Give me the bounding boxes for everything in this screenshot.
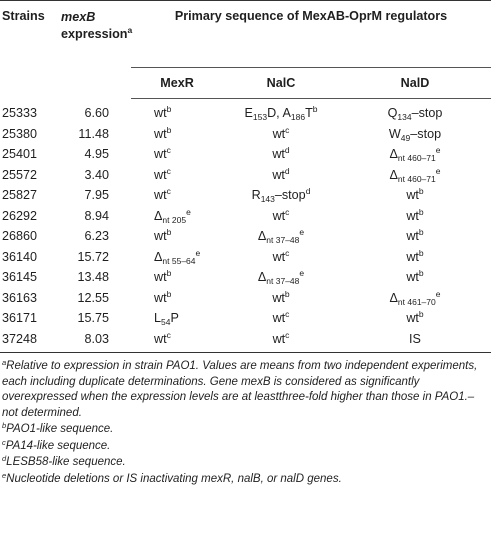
cell-mexr [131, 247, 223, 268]
cell-mexb-expression: 12.55 [77, 290, 109, 305]
cell-mexb-expression: 8.94 [84, 208, 109, 223]
table-row [0, 99, 491, 124]
cell-mexr [131, 226, 223, 247]
cell-text: wt [272, 249, 286, 264]
cell-text: P [170, 311, 179, 326]
cell-text: –stop [410, 126, 442, 141]
cell-text: wt [272, 331, 286, 346]
cell-nalc [223, 247, 339, 268]
cell-nalc [223, 267, 339, 288]
footnote-mark: b [166, 268, 172, 279]
footnote-mark: e [2, 470, 7, 480]
footnote-mark: c [285, 124, 290, 135]
table-row [0, 267, 491, 288]
cell-text: wt [406, 229, 419, 244]
footnote-mark: e [435, 288, 441, 299]
cell-text: Δ [154, 249, 163, 264]
cell-text: Δ [389, 290, 398, 305]
header-nalc: NalC [223, 68, 339, 99]
subscript: 143 [260, 194, 275, 205]
footnote-mark: a [2, 358, 7, 367]
header-expression: expression [61, 27, 128, 41]
cell-text: Δ [154, 208, 163, 223]
cell-text: Δ [257, 229, 267, 244]
footnote-mark: b [166, 227, 172, 238]
cell-mexr [131, 185, 223, 206]
header-expression-footnote-mark: a [127, 25, 133, 35]
cell-nald [339, 267, 491, 288]
cell-strain: 25827 [2, 188, 38, 203]
cell-nald [339, 165, 491, 186]
subscript: 153 [252, 112, 268, 123]
cell-text: W [388, 126, 401, 141]
cell-mexr [131, 288, 223, 309]
cell-strain: 36145 [2, 270, 38, 285]
footnote-mark: c [166, 145, 171, 156]
cell-mexr [131, 165, 223, 186]
footnote-mark: e [435, 145, 441, 156]
footnote [2, 455, 489, 471]
cell-nalc [223, 165, 339, 186]
table-row [0, 185, 491, 206]
cell-mexr [131, 99, 223, 124]
cell-text: D, A [267, 106, 291, 121]
cell-mexr [131, 124, 223, 145]
footnote [2, 439, 489, 455]
cell-text: IS [409, 331, 421, 346]
cell-mexb-expression: 7.95 [84, 188, 109, 203]
subscript: 54 [161, 317, 171, 328]
cell-strain: 25380 [2, 126, 38, 141]
cell-mexb-expression: 4.95 [84, 147, 109, 162]
cell-mexb-expression: 15.72 [77, 249, 109, 264]
cell-strain: 25333 [2, 106, 38, 120]
cell-nald [339, 247, 491, 268]
cell-nald [339, 308, 491, 329]
footnote-mark: c [166, 186, 171, 197]
cell-text: E [244, 106, 253, 121]
footnote [2, 472, 489, 488]
cell-nalc [223, 329, 339, 353]
footnote-mark: b [312, 104, 318, 115]
cell-mexr [131, 267, 223, 288]
cell-strain: 36140 [2, 249, 38, 264]
footnote-mark: b [418, 186, 424, 197]
footnote-mark: c [285, 247, 290, 258]
footnote-mark: b [418, 206, 424, 217]
footnote-mark: b [166, 288, 172, 299]
cell-text: wt [154, 147, 167, 162]
cell-nalc [223, 308, 339, 329]
cell-text: Δ [389, 167, 398, 182]
cell-nald [339, 206, 491, 227]
footnote [2, 422, 489, 438]
subscript: nt 460–71 [397, 153, 436, 164]
cell-mexr [131, 144, 223, 165]
table-row [0, 206, 491, 227]
cell-text: wt [406, 311, 419, 326]
footnote-mark: b [418, 309, 424, 320]
subscript: nt 37–48 [266, 276, 300, 287]
cell-strain: 25572 [2, 167, 38, 182]
cell-text: wt [406, 270, 419, 285]
cell-text: T [305, 106, 313, 121]
cell-nalc [223, 288, 339, 309]
footnote-mark: d [2, 454, 7, 463]
cell-nald [339, 288, 491, 309]
subscript: nt 37–48 [266, 235, 300, 246]
header-nald: NalD [339, 68, 491, 99]
cell-mexb-expression: 8.03 [61, 329, 131, 353]
footnote-mark: c [2, 437, 6, 447]
footnote-mark: b [284, 288, 290, 299]
cell-nald [339, 144, 491, 165]
cell-mexb-expression: 15.75 [77, 311, 109, 326]
cell-mexr [131, 329, 223, 353]
cell-text: wt [154, 290, 167, 305]
table-body [0, 99, 491, 353]
cell-mexb-expression: 3.40 [84, 167, 109, 182]
cell-text: wt [272, 126, 286, 141]
footnote-text: Relative to expression in strain PAO1. Values are means from two independent experiments, each including duplicate determinations. Gene mexB is considered as significantly overexpressed when the expression levels are at leastthree-fold higher than those in PAO1.– not determined. [2, 360, 478, 419]
footnote-mark: b [418, 227, 424, 238]
cell-mexb-expression: 13.48 [77, 270, 109, 285]
footnote-mark: b [418, 247, 424, 258]
footnote [2, 359, 489, 421]
footnotes [0, 353, 491, 487]
cell-mexr [131, 206, 223, 227]
subscript: 186 [290, 112, 306, 123]
footnote-mark: b [418, 268, 424, 279]
subscript: 49 [400, 132, 411, 143]
cell-text: L [154, 311, 162, 326]
subscript: nt 205 [162, 214, 187, 225]
cell-strain: 37248 [0, 329, 61, 353]
footnote-mark: e [299, 227, 305, 238]
cell-text: wt [154, 167, 167, 182]
footnote-text: LESB58-like sequence. [6, 456, 126, 468]
cell-text: wt [154, 229, 167, 244]
cell-text: wt [154, 331, 167, 346]
cell-nalc [223, 99, 339, 124]
cell-nalc [223, 144, 339, 165]
subscript: nt 461–70 [397, 296, 436, 307]
table-row [0, 144, 491, 165]
table-row [0, 247, 491, 268]
subscript: nt 460–71 [397, 173, 436, 184]
cell-nald [339, 329, 491, 353]
cell-nald [339, 185, 491, 206]
cell-text: wt [154, 126, 167, 141]
footnote-mark: e [435, 165, 441, 176]
cell-mexb-expression: 6.60 [84, 106, 109, 120]
subscript: nt 55–64 [162, 255, 196, 266]
cell-text: Δ [389, 147, 398, 162]
cell-nalc [223, 124, 339, 145]
table-row [0, 329, 491, 353]
footnote-mark: c [285, 309, 290, 320]
header-primary-sequence: Primary sequence of MexAB-OprM regulators [131, 1, 491, 68]
cell-mexr [131, 308, 223, 329]
footnote-text: PA14-like sequence. [5, 439, 111, 452]
footnote-text: PAO1-like sequence. [6, 423, 114, 435]
cell-nalc [223, 185, 339, 206]
footnote-mark: b [2, 421, 7, 430]
subscript: 134 [397, 112, 412, 123]
cell-nalc [223, 226, 339, 247]
cell-text: Q [387, 106, 398, 121]
footnote-mark: b [166, 104, 172, 115]
cell-text: wt [272, 167, 285, 182]
footnote-mark: c [285, 206, 290, 217]
cell-text: wt [154, 106, 167, 121]
cell-strain: 26292 [2, 208, 38, 223]
footnote-mark: b [166, 124, 172, 135]
cell-nald [339, 124, 491, 145]
footnote-text: Nucleotide deletions or IS inactivating mexR, nalB, or nalD genes. [6, 472, 342, 485]
cell-text: –stop [274, 188, 306, 203]
cell-strain: 36163 [2, 290, 38, 305]
header-strains: Strains [0, 1, 61, 99]
header-mexr: MexR [131, 68, 223, 99]
cell-text: Δ [257, 270, 267, 285]
cell-text: wt [406, 249, 419, 264]
cell-text: wt [272, 208, 286, 223]
footnote-mark: c [285, 329, 290, 340]
cell-nald [339, 226, 491, 247]
cell-text: R [251, 188, 261, 203]
cell-nalc [223, 206, 339, 227]
footnote-mark: e [186, 206, 191, 217]
footnote-mark: d [284, 145, 290, 156]
cell-strain: 26860 [2, 229, 38, 244]
cell-text: –stop [411, 106, 443, 121]
footnote-mark: d [305, 186, 311, 197]
footnote-mark: c [166, 165, 171, 176]
cell-text: wt [154, 270, 167, 285]
cell-strain: 36171 [2, 311, 38, 326]
cell-text: wt [406, 188, 419, 203]
table-row [0, 226, 491, 247]
footnote-mark: e [195, 247, 201, 258]
cell-text: wt [272, 147, 285, 162]
cell-text: wt [406, 208, 419, 223]
cell-mexb-expression: 6.23 [84, 229, 109, 244]
cell-nald [339, 99, 491, 124]
footnote-mark: d [284, 165, 290, 176]
cell-text: wt [272, 311, 286, 326]
table-row [0, 288, 491, 309]
header-mexb: mexB [61, 10, 96, 24]
footnote-mark: e [299, 268, 305, 279]
header-mexb-expression [61, 1, 131, 99]
table-row [0, 124, 491, 145]
cell-text: wt [154, 188, 167, 203]
cell-mexb-expression: 11.48 [78, 126, 109, 141]
table-row [0, 308, 491, 329]
footnote-mark: c [166, 329, 171, 340]
cell-strain: 25401 [2, 147, 38, 162]
cell-text: wt [272, 290, 285, 305]
table-row [0, 165, 491, 186]
